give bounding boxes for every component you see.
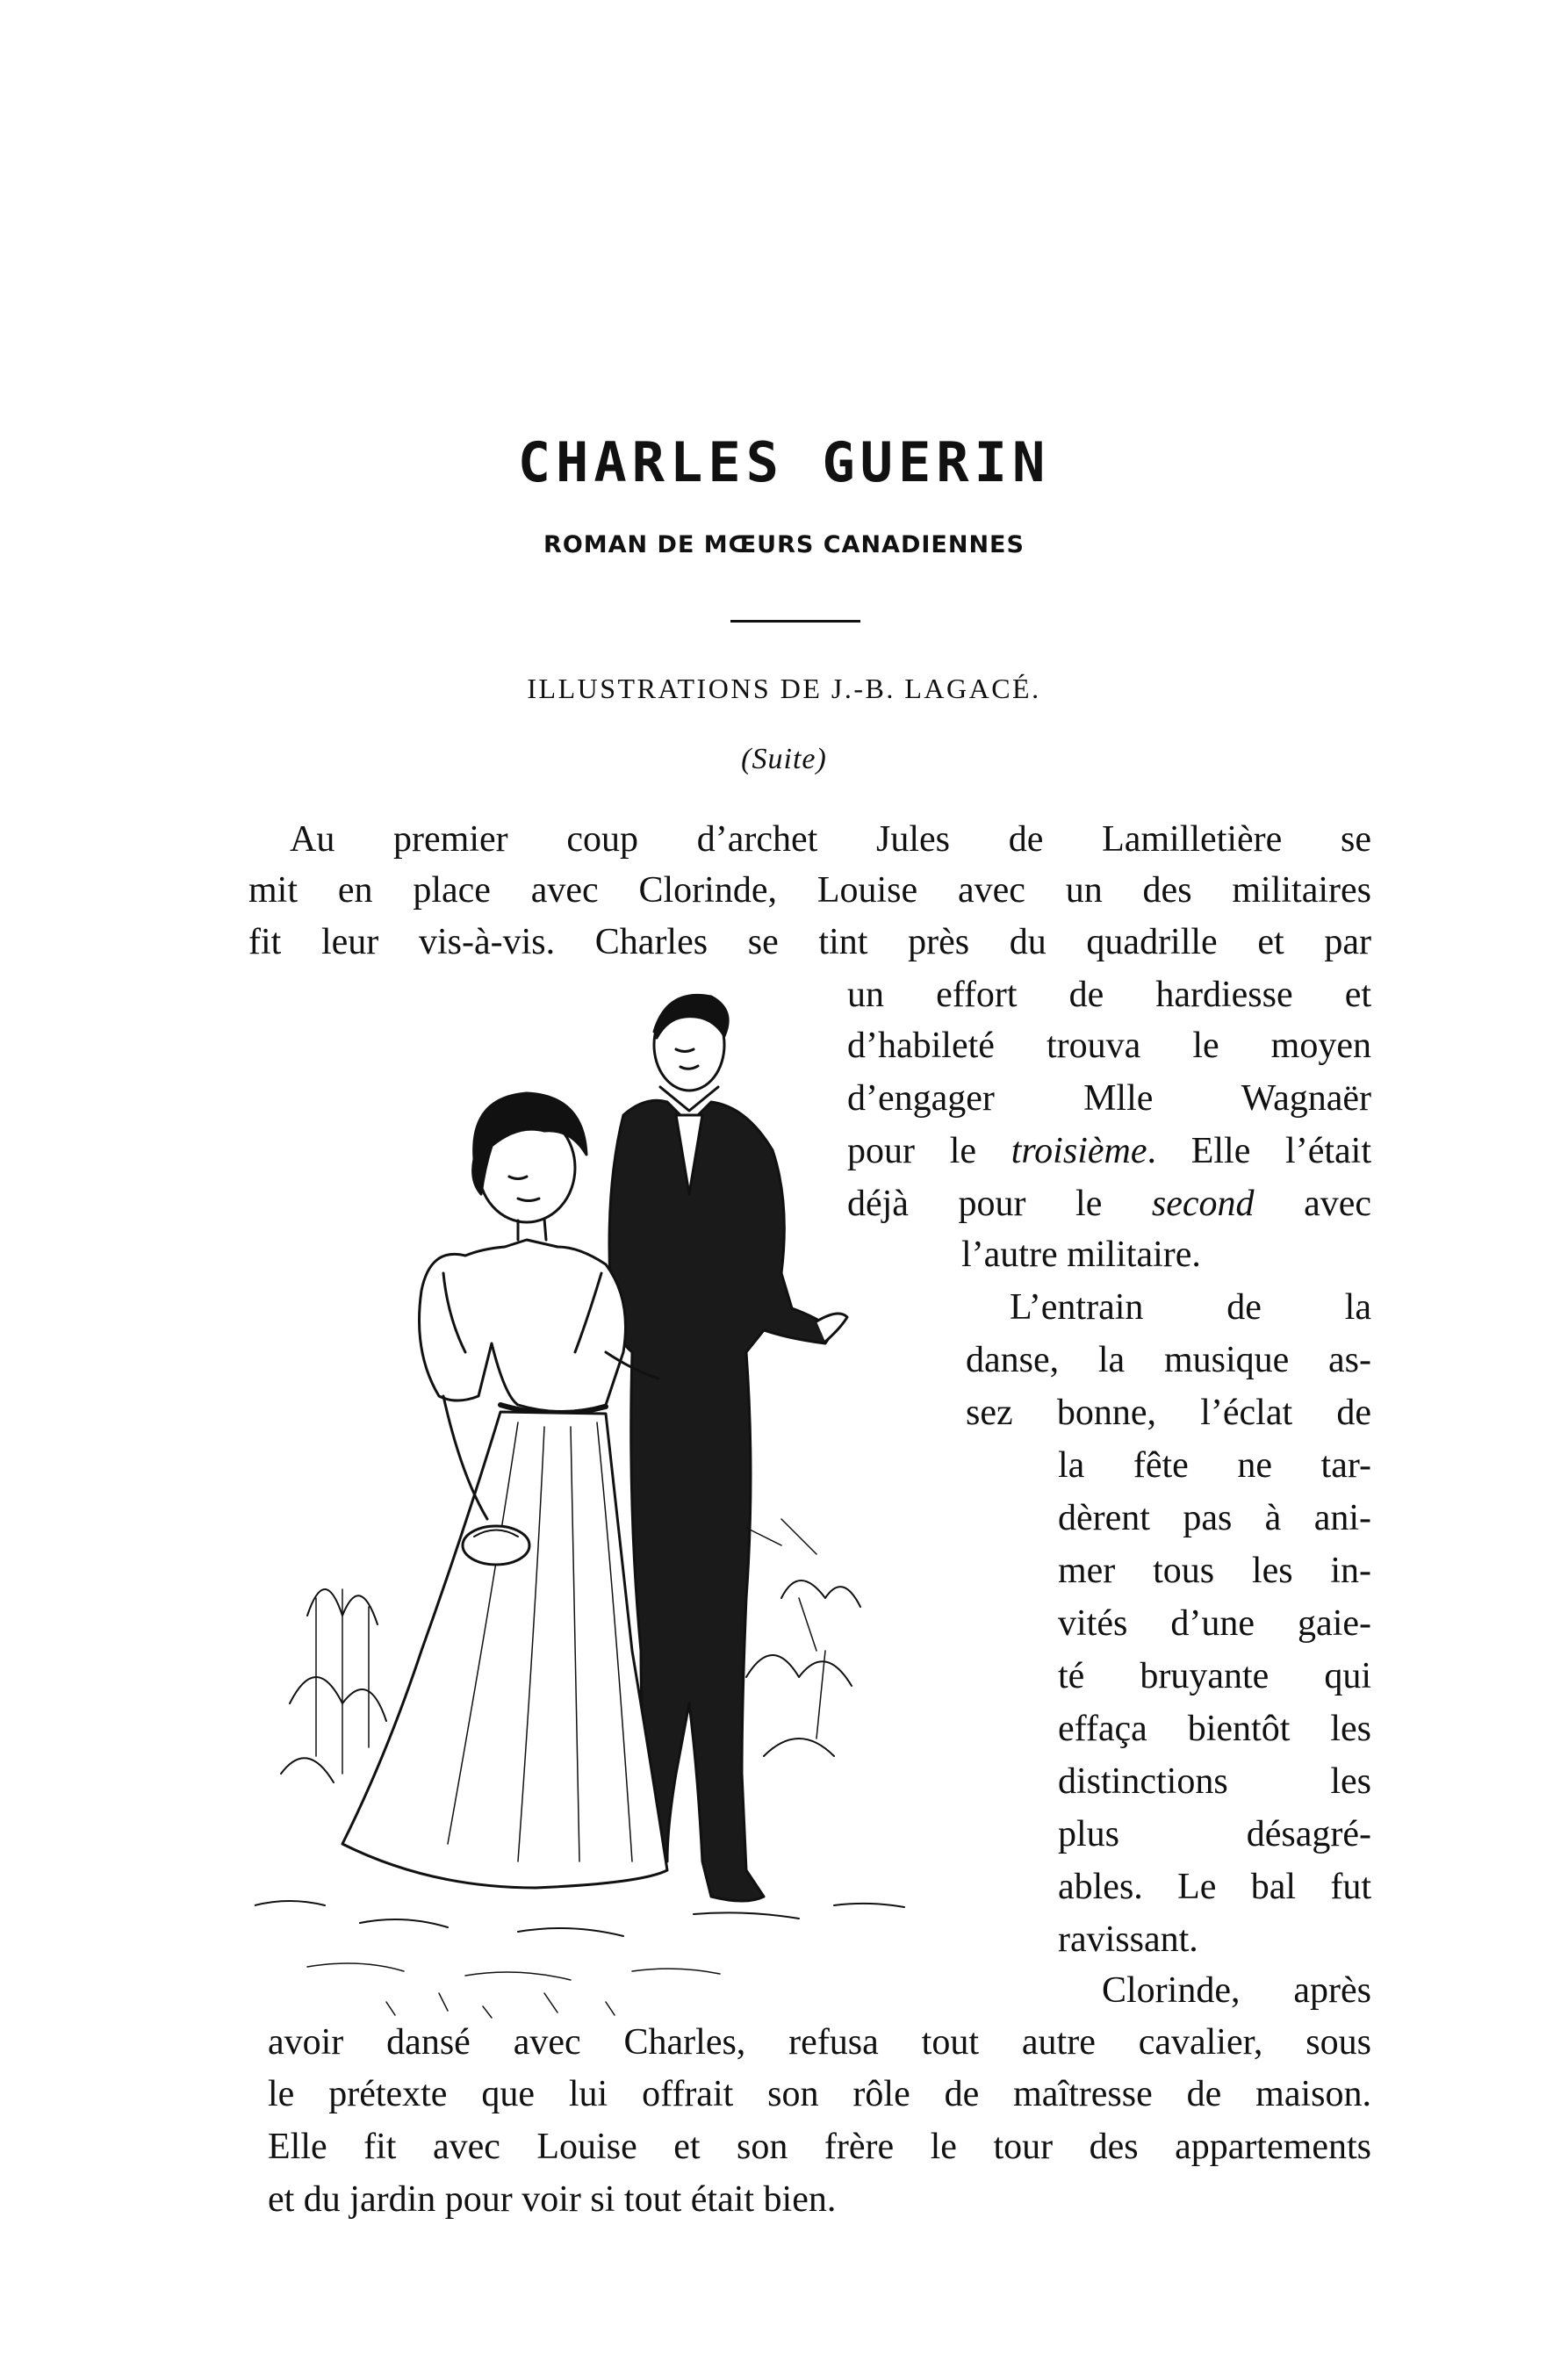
body-line-11: danse, la musique as- bbox=[966, 1340, 1371, 1380]
body-line-23: Clorinde, après bbox=[1102, 1970, 1371, 2011]
body-line-17: té bruyante qui bbox=[1058, 1656, 1371, 1696]
body-line-8: déjà pour le second avec bbox=[847, 1184, 1371, 1224]
body-line-22: ravissant. bbox=[1058, 1919, 1198, 1960]
body-line-26: Elle fit avec Louise et son frère le tour des appartements bbox=[268, 2127, 1371, 2167]
page-title: CHARLES GUERIN bbox=[517, 430, 1051, 494]
body-line-1: Au premier coup d’archet Jules de Lamilletière se bbox=[290, 819, 1371, 860]
body-line-15: mer tous les in- bbox=[1058, 1551, 1371, 1591]
body-line-16: vités d’une gaie- bbox=[1058, 1603, 1371, 1644]
body-line-24: avoir dansé avec Charles, refusa tout autre cavalier, sous bbox=[268, 2022, 1371, 2063]
body-line-12: sez bonne, l’éclat de bbox=[966, 1393, 1371, 1433]
body-line-14: dèrent pas à ani- bbox=[1058, 1498, 1371, 1538]
body-line-7: pour le troisième. Elle l’était bbox=[847, 1131, 1371, 1171]
italic-word: troisième bbox=[1011, 1131, 1147, 1171]
page-subtitle: ROMAN DE MŒURS CANADIENNES bbox=[543, 531, 1025, 558]
body-line-18: effaça bientôt les bbox=[1058, 1709, 1371, 1749]
body-line-21: ables. Le bal fut bbox=[1058, 1867, 1371, 1907]
italic-word: second bbox=[1151, 1184, 1255, 1224]
continuation-note: (Suite) bbox=[741, 743, 827, 775]
body-line-4: un effort de hardiesse et bbox=[847, 975, 1371, 1015]
body-line-27: et du jardin pour voir si tout était bien. bbox=[268, 2179, 837, 2220]
body-line-19: distinctions les bbox=[1058, 1761, 1371, 1802]
title-divider bbox=[730, 620, 860, 623]
illustration-credit: ILLUSTRATIONS DE J.-B. LAGACÉ. bbox=[527, 673, 1041, 704]
body-line-13: la fête ne tar- bbox=[1058, 1445, 1371, 1486]
body-line-10: L’entrain de la bbox=[1010, 1287, 1371, 1328]
body-line-20: plus désagré- bbox=[1058, 1814, 1371, 1854]
body-line-3: fit leur vis-à-vis. Charles se tint près du quadrille et par bbox=[248, 922, 1371, 962]
body-line-5: d’habileté trouva le moyen bbox=[847, 1026, 1371, 1066]
body-line-9: l’autre militaire. bbox=[961, 1235, 1201, 1275]
body-line-2: mit en place avec Clorinde, Louise avec un des militaires bbox=[248, 870, 1371, 911]
body-line-6: d’engager Mlle Wagnaër bbox=[847, 1078, 1371, 1119]
body-line-25: le prétexte que lui offrait son rôle de maîtresse de maison. bbox=[268, 2074, 1371, 2114]
